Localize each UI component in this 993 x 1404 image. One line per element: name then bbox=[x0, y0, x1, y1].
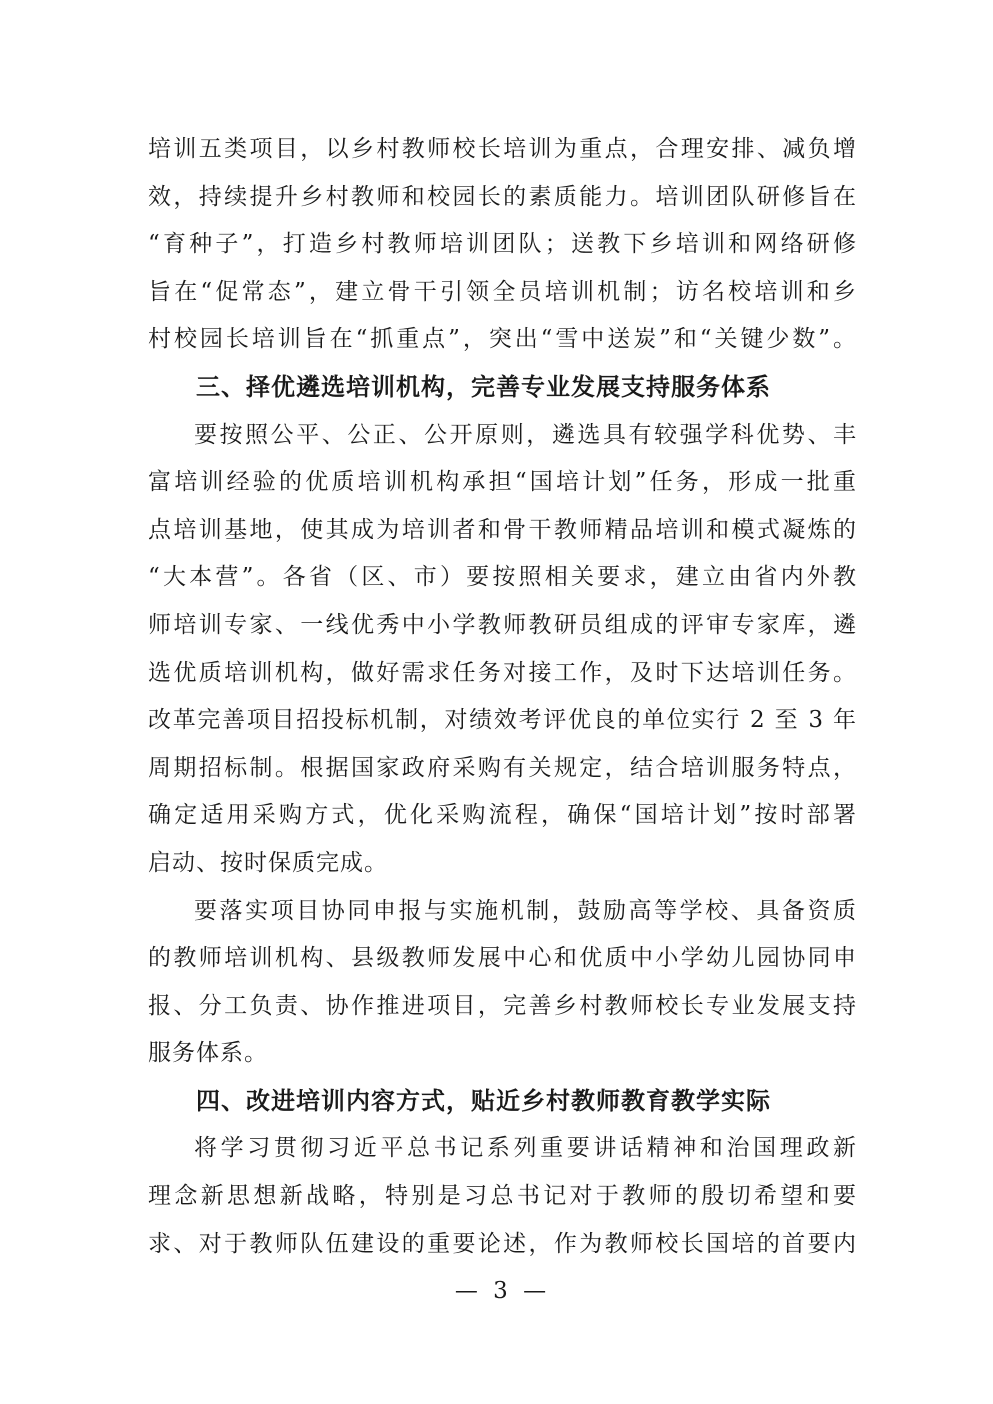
text-line: 改革完善项目招投标机制，对绩效考评优良的单位实行 2 至 3 年 bbox=[148, 707, 857, 734]
text-line: “大本营”。各省（区、市）要按照相关要求，建立由省内外教 bbox=[148, 564, 857, 591]
text-line: 点培训基地，使其成为培训者和骨干教师精品培训和模式凝炼的 bbox=[148, 516, 857, 543]
body-text-column bbox=[148, 126, 857, 1316]
section-4-heading: 四、改进培训内容方式，贴近乡村教师教育教学实际 bbox=[196, 1086, 771, 1115]
text-line: “育种子”，打造乡村教师培训团队；送教下乡培训和网络研修 bbox=[148, 231, 857, 258]
text-line: 旨在“促常态”，建立骨干引领全员培训机制；访名校培训和乡 bbox=[148, 278, 857, 305]
text-line: 富培训经验的优质培训机构承担“国培计划”任务，形成一批重 bbox=[148, 469, 857, 496]
text-line: 服务体系。 bbox=[148, 1040, 268, 1067]
page-number: — 3 — bbox=[454, 1278, 551, 1305]
text-line: 周期招标制。根据国家政府采购有关规定，结合培训服务特点， bbox=[148, 754, 857, 781]
paragraph-continuation bbox=[148, 126, 857, 364]
paragraph-section-4-1 bbox=[148, 1125, 857, 1268]
text-line: 报、分工负责、协作推进项目，完善乡村教师校长专业发展支持 bbox=[148, 992, 857, 1019]
text-line: 要落实项目协同申报与实施机制，鼓励高等学校、具备资质 bbox=[194, 897, 857, 924]
text-line: 培训五类项目，以乡村教师校长培训为重点，合理安排、减负增 bbox=[148, 136, 857, 162]
paragraph-section-3-2 bbox=[148, 888, 857, 1078]
text-line: 效，持续提升乡村教师和校园长的素质能力。培训团队研修旨在 bbox=[148, 183, 857, 210]
text-line: 启动、按时保质完成。 bbox=[148, 849, 388, 876]
text-line: 村校园长培训旨在“抓重点”，突出“雪中送炭”和“关键少数”。 bbox=[148, 326, 857, 353]
text-line: 求、对于教师队伍建设的重要论述，作为教师校长国培的首要内 bbox=[148, 1230, 857, 1257]
text-line: 确定适用采购方式，优化采购流程，确保“国培计划”按时部署 bbox=[148, 802, 857, 829]
text-line: 师培训专家、一线优秀中小学教师教研员组成的评审专家库，遴 bbox=[148, 611, 857, 638]
paragraph-section-3-1 bbox=[148, 412, 857, 888]
section-3-heading: 三、择优遴选培训机构，完善专业发展支持服务体系 bbox=[196, 372, 771, 401]
text-line: 的教师培训机构、县级教师发展中心和优质中小学幼儿园协同申 bbox=[148, 945, 857, 972]
text-line: 将学习贯彻习近平总书记系列重要讲话精神和治国理政新 bbox=[194, 1135, 857, 1162]
text-line: 理念新思想新战略，特别是习总书记对于教师的殷切希望和要 bbox=[148, 1183, 857, 1210]
text-line: 要按照公平、公正、公开原则，遴选具有较强学科优势、丰 bbox=[194, 421, 857, 448]
text-line: 选优质培训机构，做好需求任务对接工作，及时下达培训任务。 bbox=[148, 659, 857, 686]
